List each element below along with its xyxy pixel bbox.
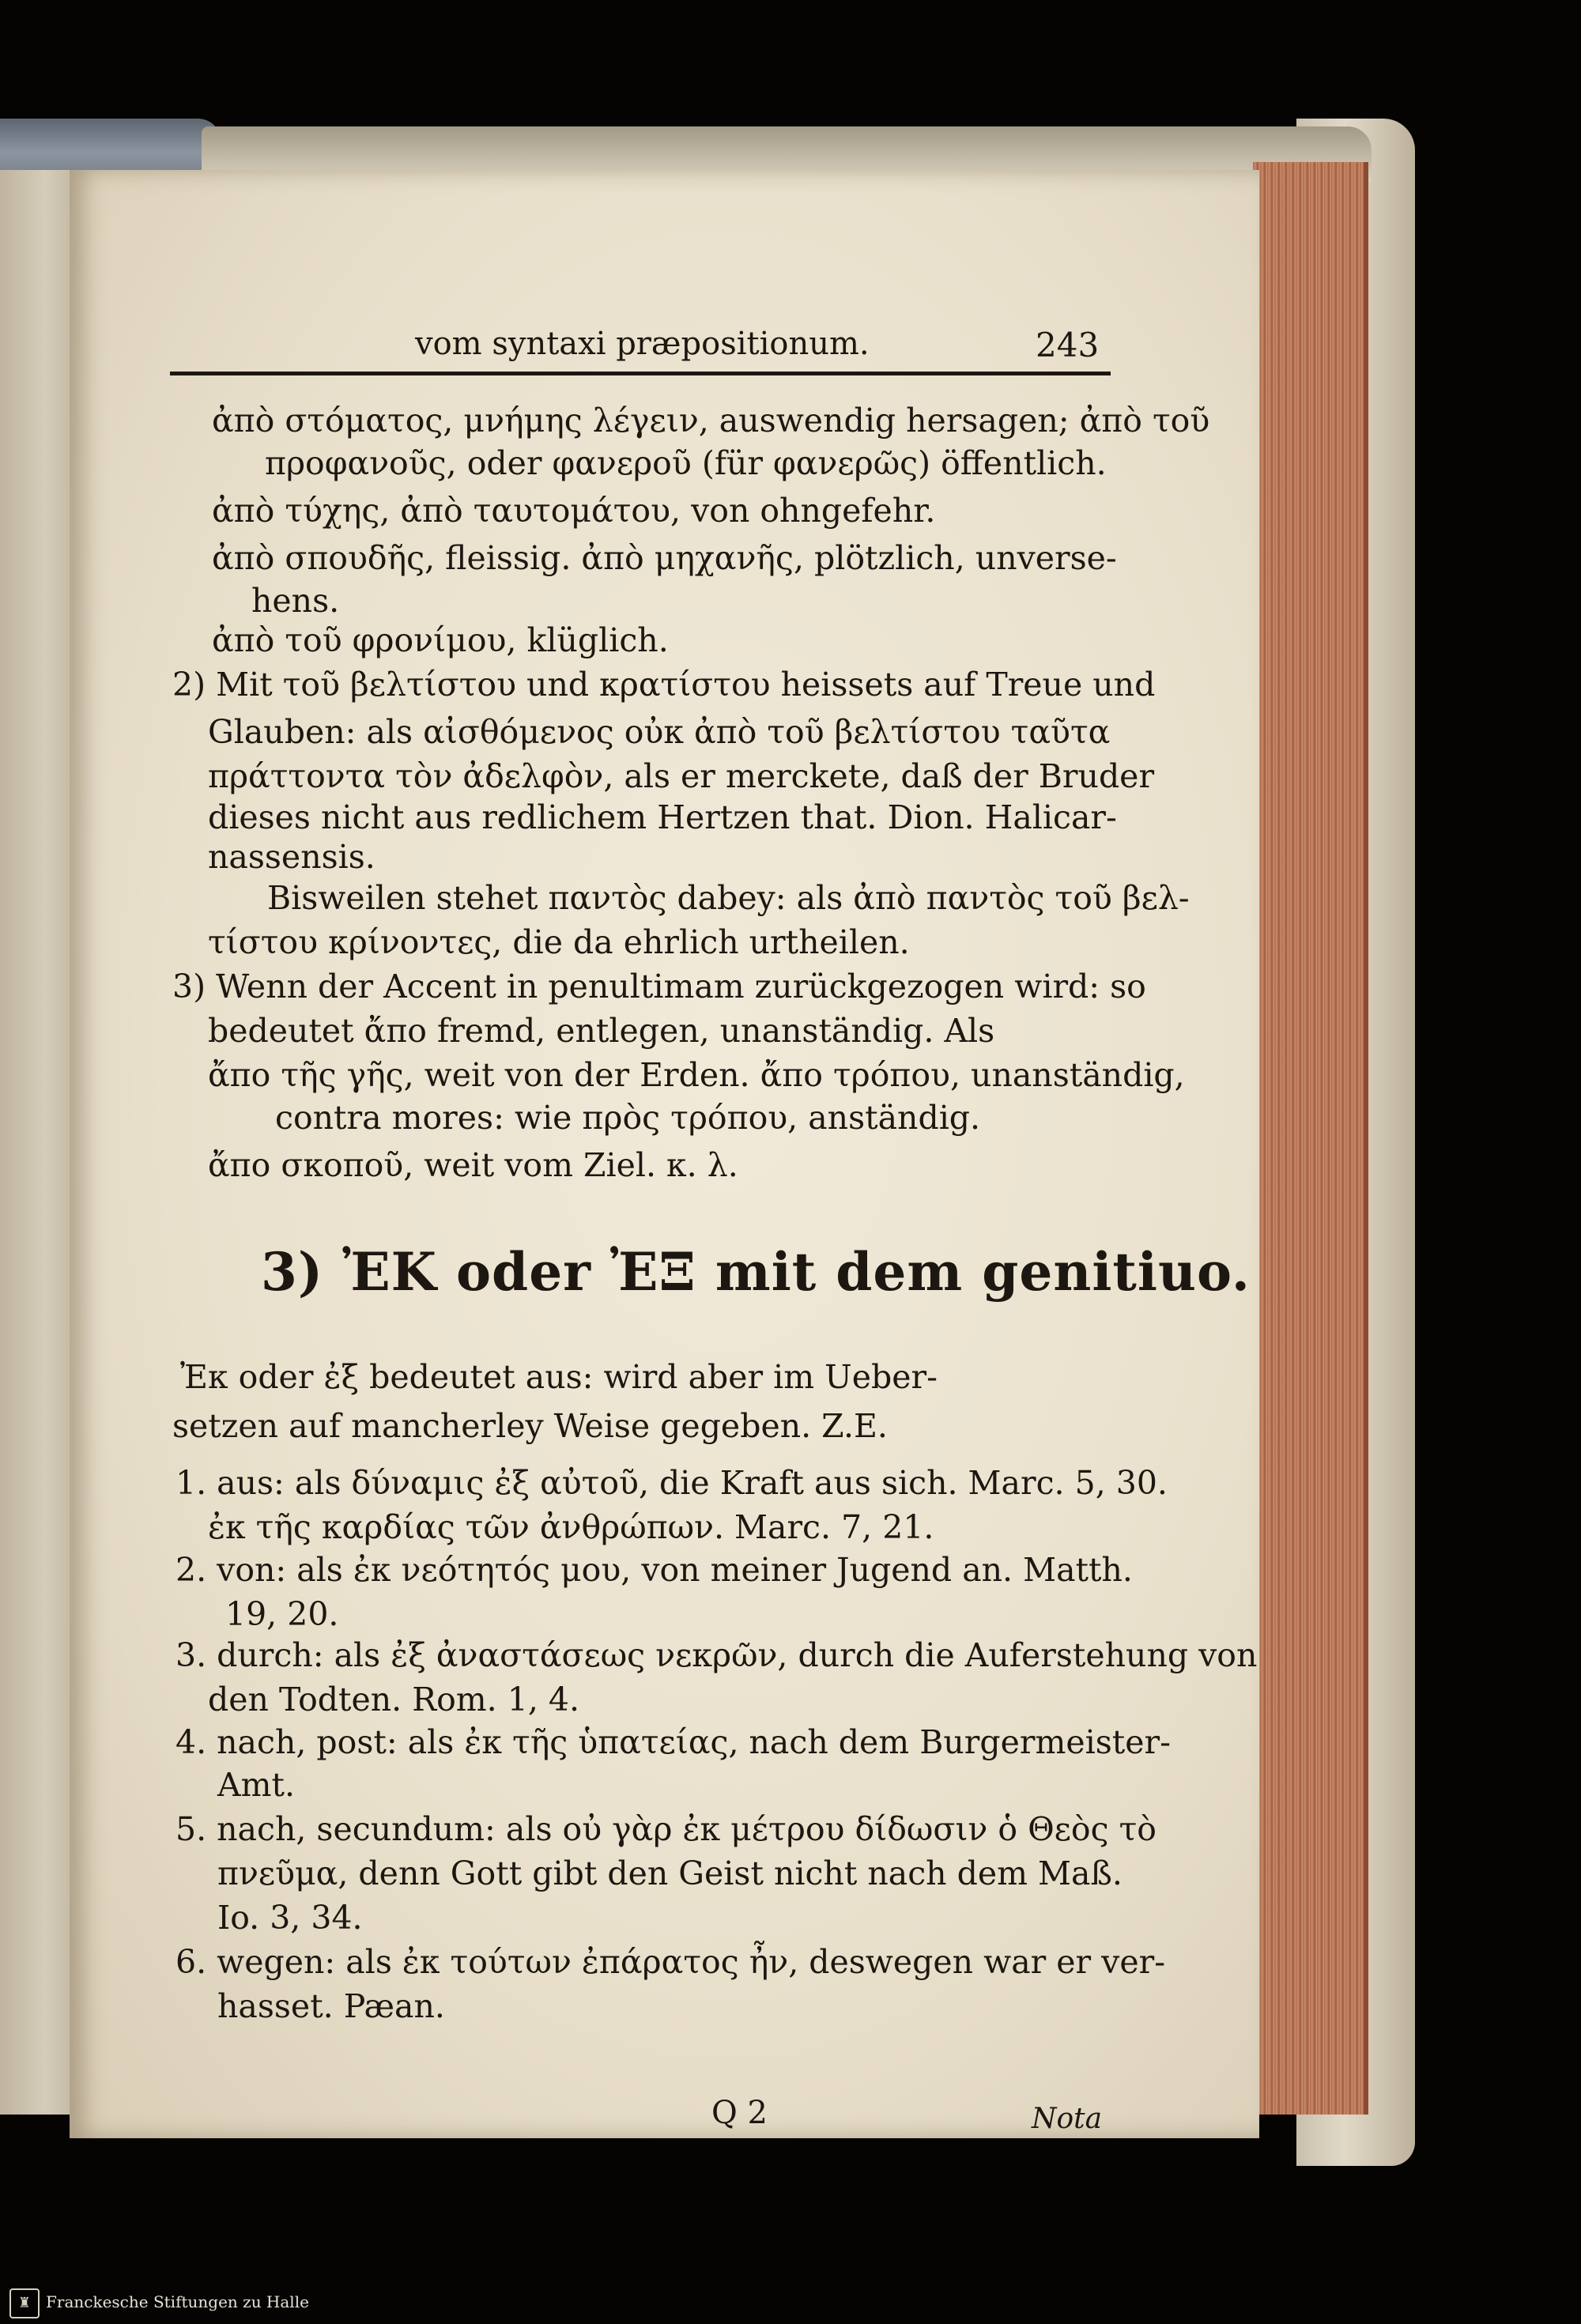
text-line: Glauben: als αἰσθόμενος οὐκ ἀπὸ τοῦ βελτίστου ταῦτα: [208, 713, 1111, 751]
text-line: ἄπο τῆς γῆς, weit von der Erden. ἄπο τρόπου, unanständig,: [208, 1056, 1185, 1094]
page-fore-edge: [1253, 162, 1368, 2115]
text-line: den Todten. Rom. 1, 4.: [208, 1681, 580, 1718]
text-line: 2) Mit τοῦ βελτίστου und κρατίστου heissets auf Treue und: [172, 666, 1156, 704]
text-line: ἀπὸ σπουδῆς, fleissig. ἀπὸ μηχανῆς, plötzlich, unverse-: [212, 539, 1117, 577]
text-line: bedeutet ἄπο fremd, entlegen, unanständig. Als: [208, 1012, 995, 1050]
text-line: hasset. Pæan.: [217, 1987, 445, 2025]
text-line: 1. aus: als δύναμις ἐξ αὐτοῦ, die Kraft aus sich. Marc. 5, 30.: [175, 1464, 1168, 1502]
text-line: Ἐκ oder ἐξ bedeutet aus: wird aber im Ueber-: [180, 1358, 938, 1396]
text-line: ἀπὸ τοῦ φρονίμου, klüglich.: [212, 621, 669, 659]
institution-credit: Franckesche Stiftungen zu Halle: [46, 2292, 309, 2311]
text-line: πράττοντα τὸν ἀδελφὸν, als er merckete, daß der Bruder: [208, 757, 1155, 795]
text-line: πνεῦμα, denn Gott gibt den Geist nicht nach dem Maß.: [217, 1854, 1123, 1892]
text-line: ἄπο σκοποῦ, weit vom Ziel. κ. λ.: [208, 1146, 738, 1184]
text-line: τίστου κρίνοντες, die da ehrlich urtheilen.: [208, 923, 910, 961]
text-line: hens.: [251, 582, 340, 620]
text-line: 5. nach, secundum: als οὐ γὰρ ἐκ μέτρου δίδωσιν ὁ Θεὸς τὸ: [175, 1810, 1157, 1848]
facing-page-sliver: [0, 170, 77, 2115]
text-line: 2. von: als ἐκ νεότητός μου, von meiner Jugend an. Matth.: [175, 1551, 1133, 1589]
text-line: 19, 20.: [225, 1595, 339, 1633]
running-head: vom syntaxi præpositionum.: [415, 326, 870, 362]
header-rule: [170, 372, 1111, 375]
institution-logo-icon: ♜: [9, 2288, 40, 2318]
text-line: ἀπὸ τύχης, ἀπὸ ταυτομάτου, von ohngefehr.: [212, 492, 936, 530]
text-line: Bisweilen stehet παντὸς dabey: als ἀπὸ παντὸς τοῦ βελ-: [267, 879, 1190, 917]
text-line: ἐκ τῆς καρδίας τῶν ἀνθρώπων. Marc. 7, 21.: [208, 1508, 934, 1546]
text-line: 3. durch: als ἐξ ἀναστάσεως νεκρῶν, durch die Auferstehung von: [175, 1636, 1258, 1674]
text-line: 4. nach, post: als ἐκ τῆς ὑπατείας, nach dem Burgermeister-: [175, 1723, 1171, 1761]
catchword: Nota: [1032, 2103, 1103, 2135]
text-line: ἀπὸ στόματος, μνήμης λέγειν, auswendig hersagen; ἀπὸ τοῦ: [212, 402, 1210, 440]
text-line: προφανοῦς, oder φανεροῦ (für φανερῶς) öffentlich.: [265, 444, 1107, 482]
text-line: Io. 3, 34.: [217, 1899, 363, 1937]
text-line: setzen auf mancherley Weise gegeben. Z.E.: [172, 1407, 888, 1445]
text-line: dieses nicht aus redlichem Hertzen that. Dion. Halicar-: [208, 798, 1117, 836]
text-line: Amt.: [217, 1766, 295, 1804]
section-heading: 3) ἘΚ oder ἘΞ mit dem genitiuo.: [261, 1241, 1251, 1303]
text-line: contra mores: wie πρὸς τρόπου, anständig.: [275, 1099, 981, 1137]
signature-mark: Q 2: [711, 2095, 768, 2131]
text-line: 3) Wenn der Accent in penultimam zurückgezogen wird: so: [172, 968, 1146, 1005]
page-number: 243: [1036, 326, 1100, 364]
text-line: 6. wegen: als ἐκ τούτων ἐπάρατος ἦν, deswegen war er ver-: [175, 1943, 1166, 1981]
text-line: nassensis.: [208, 838, 375, 876]
